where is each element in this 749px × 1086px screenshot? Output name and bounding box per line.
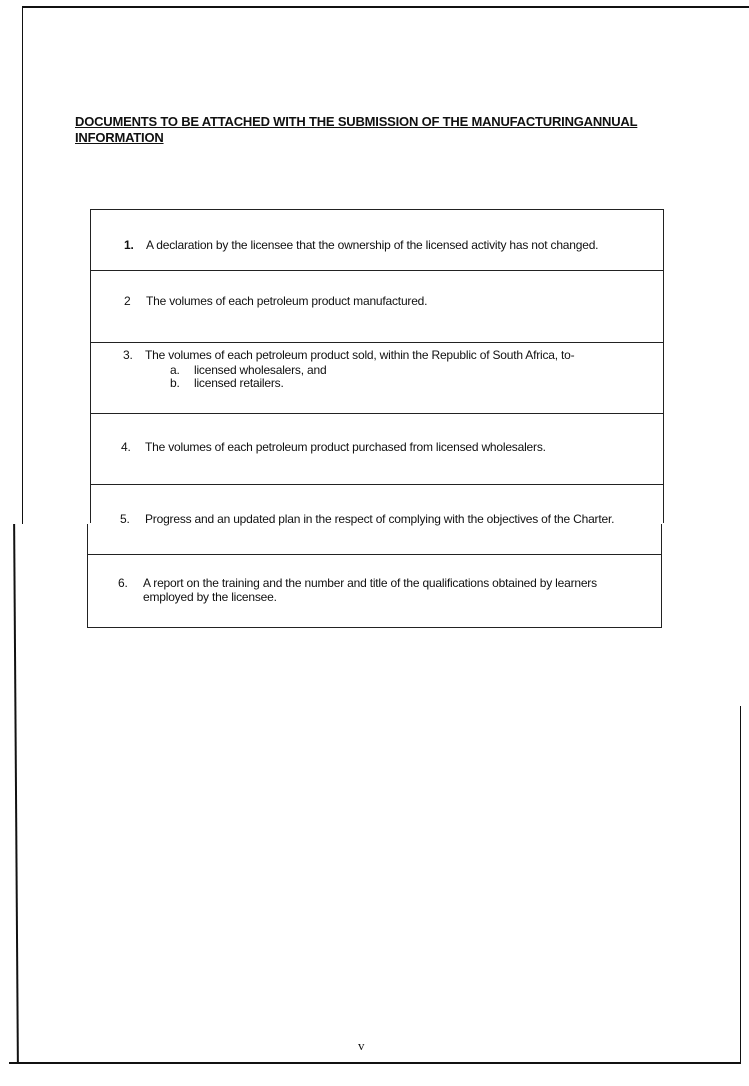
list-item — [120, 512, 614, 526]
document-heading — [75, 114, 685, 146]
page-number: v — [358, 1038, 365, 1053]
page-left-border-lower — [13, 524, 19, 1062]
sub-item-text: licensed retailers. — [194, 376, 284, 390]
list-item — [121, 440, 546, 454]
item-text-line-2: employed by the licensee. — [143, 590, 277, 604]
item-text-line-1: A report on the training and the number and title of the qualifications obtained by learners — [143, 576, 597, 590]
row-separator — [91, 270, 663, 271]
item-number: 4. — [121, 440, 131, 454]
item-number: 6. — [118, 576, 128, 590]
item-number: 5. — [120, 512, 130, 526]
page-bottom-border — [9, 1062, 741, 1064]
list-item — [124, 238, 598, 252]
list-item-continuation — [143, 590, 277, 604]
heading-line-2: INFORMATION — [75, 130, 164, 145]
sub-item — [170, 377, 284, 390]
row-separator — [91, 342, 663, 343]
item-text: The volumes of each petroleum product manufactured. — [146, 294, 428, 308]
list-item — [118, 576, 597, 590]
heading-line-1: DOCUMENTS TO BE ATTACHED WITH THE SUBMISSION OF THE MANUFACTURINGANNUAL — [75, 114, 638, 129]
page-right-border-lower — [740, 706, 741, 1062]
item-number: 2 — [124, 294, 131, 308]
list-item — [123, 348, 574, 362]
row-separator — [88, 554, 662, 555]
sub-item-letter: a. — [170, 363, 180, 377]
item-number: 1. — [124, 238, 134, 252]
item-text: Progress and an updated plan in the respect of complying with the objectives of the Charter. — [145, 512, 615, 526]
item-text: A declaration by the licensee that the ownership of the licensed activity has not changed. — [146, 238, 599, 252]
row-separator — [91, 413, 663, 414]
list-item — [124, 294, 427, 308]
sub-item-text: licensed wholesalers, and — [194, 363, 327, 377]
sub-item-letter: b. — [170, 376, 180, 390]
item-text: The volumes of each petroleum product sold, within the Republic of South Africa, to- — [145, 348, 575, 362]
page-top-border — [22, 6, 749, 8]
item-number: 3. — [123, 348, 133, 362]
row-separator — [91, 484, 663, 485]
item-text: The volumes of each petroleum product purchased from licensed wholesalers. — [145, 440, 546, 454]
page-left-border-upper — [22, 6, 23, 524]
